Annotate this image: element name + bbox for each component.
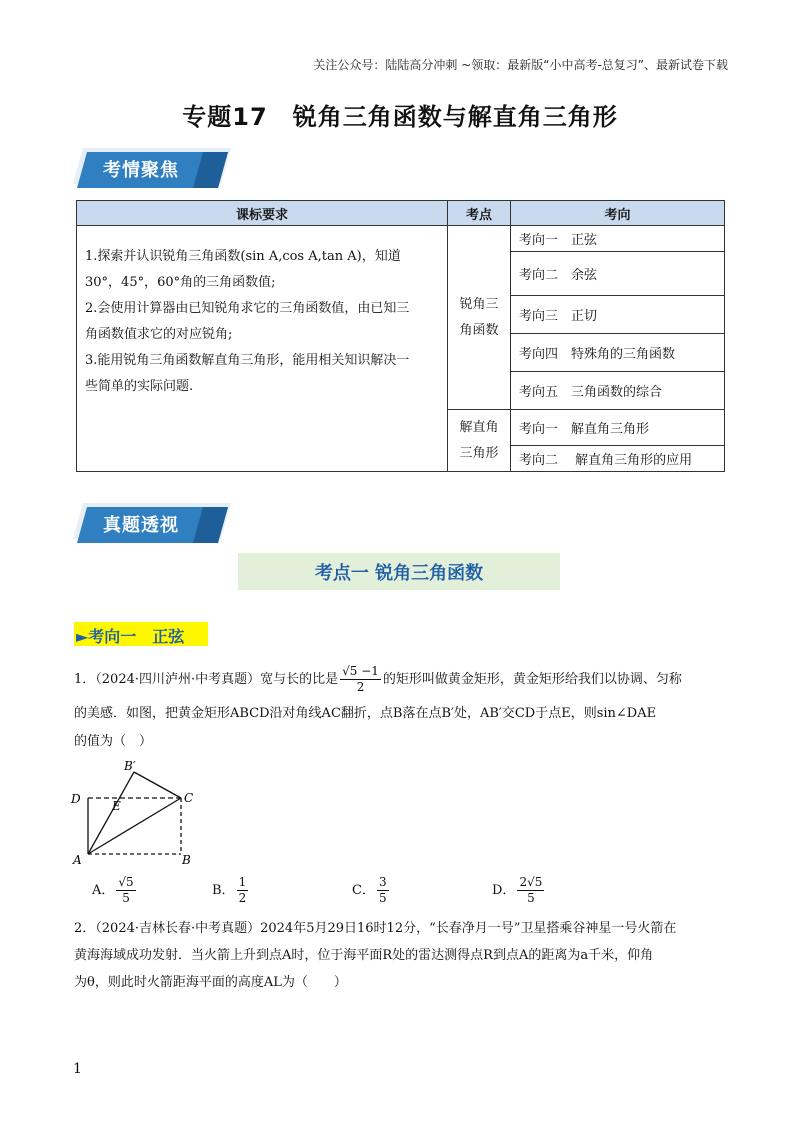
banner-label: 考情聚焦 xyxy=(103,160,179,181)
fraction-denominator: 2 xyxy=(356,680,365,694)
page-title: 专题17 锐角三角函数与解直角三角形 xyxy=(182,103,618,131)
header-notice: 关注公众号：陆陆高分冲刺 ~领取：最新版“小中高考-总复习”、最新试卷下载 xyxy=(313,58,728,72)
kaodian-cell-2 xyxy=(448,410,511,472)
fraction-numerator: 2√5 xyxy=(519,875,543,889)
q2-line1: 2．（2024·吉林长春·中考真题）2024年5月29日16时12分，“长春净月一号”卫星搭乘谷神星一号火箭在 xyxy=(74,921,677,936)
label-D: D xyxy=(71,792,81,806)
option-fraction xyxy=(377,875,389,906)
header-direction: 考向 xyxy=(511,201,725,226)
golden-ratio-fraction xyxy=(340,664,381,695)
requirement-line: 角函数值求它的对应锐角; xyxy=(85,327,233,342)
direction-cell: 考向五 三角函数的综合 xyxy=(511,372,725,410)
label-C: C xyxy=(184,791,194,805)
banner-label: 真题透视 xyxy=(103,515,179,536)
section-heading-box xyxy=(238,553,560,590)
requirement-line: 30°，45°，60°角的三角函数值; xyxy=(85,275,276,290)
kaodian-line: 角函数 xyxy=(459,322,499,338)
page-number: 1 xyxy=(73,1061,82,1077)
q1-text: 1．（2024·四川泸州·中考真题）宽与长的比是 xyxy=(74,672,339,687)
direction-cell: 考向一 解直角三角形 xyxy=(511,410,725,446)
q1-text: 的矩形叫做黄金矩形，黄金矩形给我们以协调、匀称 xyxy=(382,672,682,687)
option-fraction xyxy=(517,875,544,906)
edge-B1C xyxy=(134,772,181,798)
section-heading: 考点一 锐角三角函数 xyxy=(314,563,484,584)
option-fraction xyxy=(237,875,249,906)
kaodian-line: 三角形 xyxy=(459,445,499,461)
fraction-denominator: 5 xyxy=(122,891,130,905)
banner-kaoqing xyxy=(73,148,231,192)
fraction-denominator: 5 xyxy=(378,891,387,905)
direction-cell: 考向三 正切 xyxy=(511,296,725,334)
option-letter: C． xyxy=(352,883,375,898)
label-A: A xyxy=(73,853,82,867)
header-kaodian: 考点 xyxy=(448,201,511,226)
label-B: B xyxy=(182,853,191,867)
q1-line2: 的美感．如图，把黄金矩形ABCD沿对角线AC翻折，点B落在点B′处，AB′交CD于点E，则sin∠DAE xyxy=(74,706,657,721)
requirement-line: 1.探索并认识锐角三角函数(sin A,cos A,tan A)，知道 xyxy=(85,249,401,264)
direction-heading-box xyxy=(74,622,208,646)
fraction-numerator: √5 −1 xyxy=(342,664,379,678)
kaodian-line: 解直角 xyxy=(459,419,499,435)
option-letter: A． xyxy=(92,883,115,898)
option-fraction xyxy=(116,875,135,906)
direction-cell: 考向四 特殊角的三角函数 xyxy=(511,334,725,372)
fraction-numerator: 1 xyxy=(238,875,247,889)
header-requirements: 课标要求 xyxy=(77,201,448,226)
requirement-line: 3.能用锐角三角函数解直角三角形，能用相关知识解决一 xyxy=(85,353,410,368)
label-E: E xyxy=(112,799,121,813)
direction-heading: ►考向一 正弦 xyxy=(76,627,185,646)
fraction-denominator: 5 xyxy=(527,891,535,905)
option-a[interactable] xyxy=(92,875,138,906)
direction-cell: 考向二 解直角三角形的应用 xyxy=(511,446,725,472)
option-d[interactable] xyxy=(492,875,546,906)
fraction-denominator: 2 xyxy=(238,891,247,905)
label-B1: B′ xyxy=(124,759,136,773)
requirements-cell xyxy=(77,226,448,472)
option-letter: D． xyxy=(492,883,516,898)
requirement-line: 2.会使用计算器由已知锐角求它的三角函数值，由已知三 xyxy=(85,301,410,316)
kaodian-line: 锐角三 xyxy=(459,296,499,312)
requirement-line: 些简单的实际问题. xyxy=(85,379,194,394)
q2-line3: 为θ，则此时火箭距海平面的高度AL为（ ） xyxy=(74,975,347,990)
banner-zhenti xyxy=(73,503,231,547)
fraction-numerator: 3 xyxy=(378,875,387,889)
option-b[interactable] xyxy=(212,875,250,906)
q2-line2: 黄海海域成功发射．当火箭上升到点A时，位于海平面R处的雷达测得点R到点A的距离为a千米，仰角 xyxy=(74,948,654,963)
curriculum-table xyxy=(76,200,725,472)
option-c[interactable] xyxy=(352,875,391,906)
q1-line1 xyxy=(74,664,682,695)
edge-AB1 xyxy=(88,772,134,854)
q1-figure xyxy=(68,758,208,868)
option-letter: B． xyxy=(212,883,235,898)
fraction-numerator: √5 xyxy=(118,875,134,889)
diagonal-AC xyxy=(88,798,181,854)
direction-cell: 考向一 正弦 xyxy=(511,226,725,252)
kaodian-cell-1 xyxy=(448,226,511,410)
q1-line3: 的值为（ ） xyxy=(74,734,153,749)
direction-cell: 考向二 余弦 xyxy=(511,252,725,296)
